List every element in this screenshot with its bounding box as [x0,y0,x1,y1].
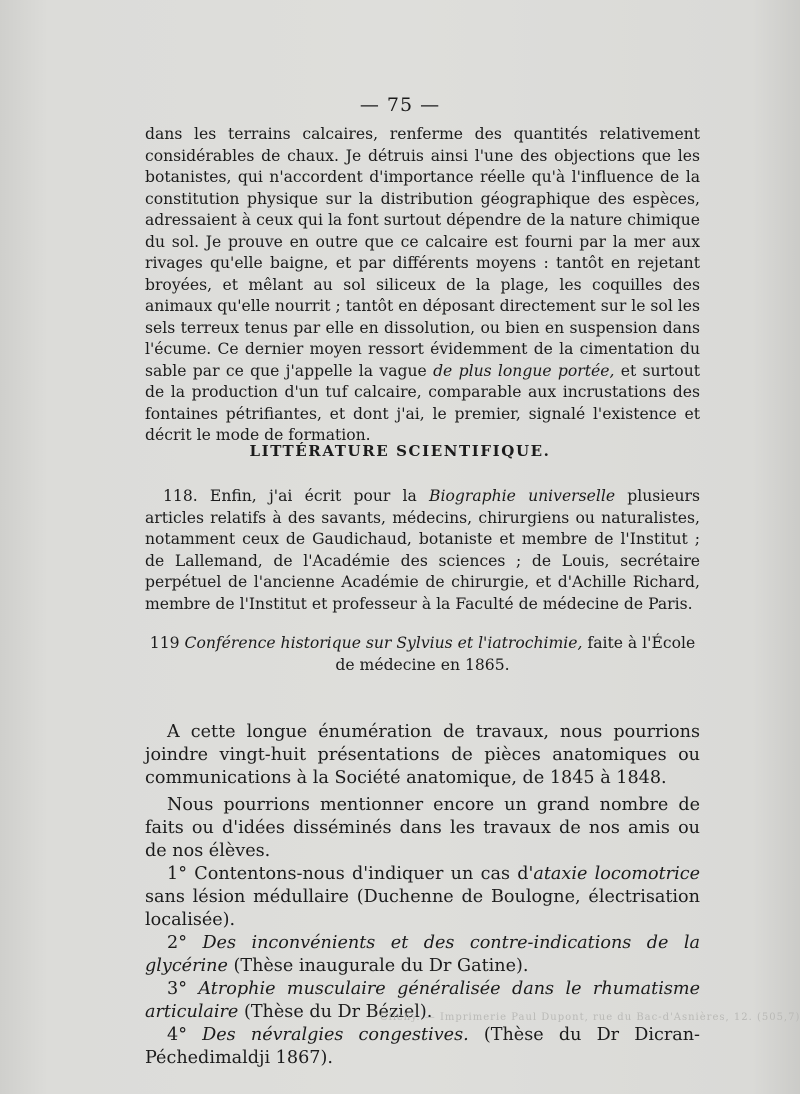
list-item-3-num: 3° [167,979,199,999]
item-118-end: plusieurs articles relatifs à des savants, médecins, chirurgiens ou naturalistes, notamment ceux de Gaudichaud, botaniste et membre de l'Institut ; de Lallemand, de l'Académie des sciences ; de Louis, secrétaire perpétuel de l'ancienne Académie de chirurgie, et d'Achille Richard, membre de l'Institut et professeur à la Faculté de médecine de Paris. [145,487,701,613]
list-item-2-italic: Des inconvénients et des contre-indications de la glycérine [145,933,701,976]
paragraph-intro-italic: de plus longue portée, [433,361,615,380]
item-119-end: faite à l'École de médecine en 1865. [335,634,696,674]
list-item-3-italic: Atrophie musculaire généralisée dans le rhumatisme articulaire [145,979,700,1022]
list-item-2-end: (Thèse inaugurale du Dr Gatine). [227,956,529,976]
list-item-4 [145,1024,700,1070]
paragraph-nous: Nous pourrions mentionner encore un grand nombre de faits ou d'idées disséminés dans les travaux de nos amis ou de nos élèves. [145,795,700,861]
list-item-1-end: sans lésion médullaire (Duchenne de Boulogne, électrisation localisée). [145,887,700,930]
paragraph-intro-end: et surtout de la production d'un tuf calcaire, comparable aux incrustations des fontaines pétrifiantes, et dont j'ai, le premier, signalé l'existence et décrit le mode de formation. [145,361,700,444]
faint-printer-imprint: Clichy. — Imprimerie Paul Dupont, rue du Bac-d'Asnières, 12. (505,7) [380,1012,800,1023]
list-item-4-end: (Thèse du Dr Dicran-Péchedimaldji 1867). [145,1025,701,1068]
paragraph-intro [145,124,700,447]
item-119-num: 119 [149,634,185,652]
item-119-italic: Conférence historique sur Sylvius et l'iatrochimie, [184,634,583,652]
item-119 [145,633,700,676]
page-number: — 75 — [359,94,441,116]
list-item-2-num: 2° [167,933,203,953]
list-item-4-num: 4° [167,1025,203,1045]
section-heading: LITTÉRATURE SCIENTIFIQUE. [249,442,551,460]
paragraph-cette: A cette longue énumération de travaux, nous pourrions joindre vingt-huit présentations de pièces anatomiques ou communications à la Société anatomique, de 1845 à 1848. [145,722,700,788]
item-118 [145,486,700,615]
list-item-1-text: 1° Contentons-nous d'indiquer un cas d' [167,864,534,884]
list-item-1-italic: ataxie locomotrice [533,864,700,884]
list-item-2 [145,932,700,978]
paragraph-intro-text: dans les terrains calcaires, renferme des quantités relativement considérables de chaux. Je détruis ainsi l'une des objections que les botanistes, qui n'accordent d'importance réelle qu'à l'influence de la constitution physique sur la distribution géographique des espèces, adressaient à ceux qui la font surtout dépendre de la nature chimique du sol. Je prouve en outre que ce calcaire est fourni par la mer aux rivages qu'elle baigne, et par différents moyens : tantôt en rejetant broyées, et mêlant au sol siliceux de la plage, les coquilles des animaux qu'elle nourrit ; tantôt en déposant directement sur le sol les sels terreux tenus par elle en dissolution, ou bien en suspension dans l'écume. Ce dernier moyen ressort évidemment de la cimentation du sable par ce que j'appelle la vague [145,125,700,380]
list-item-4-italic: Des névralgies congestives. [202,1025,469,1045]
item-118-text: 118. Enfin, j'ai écrit pour la [163,487,430,505]
item-118-italic: Biographie universelle [429,487,616,505]
list-item-1 [145,863,700,932]
list-item-3-end: (Thèse du Dr Béziel). [238,1002,433,1022]
